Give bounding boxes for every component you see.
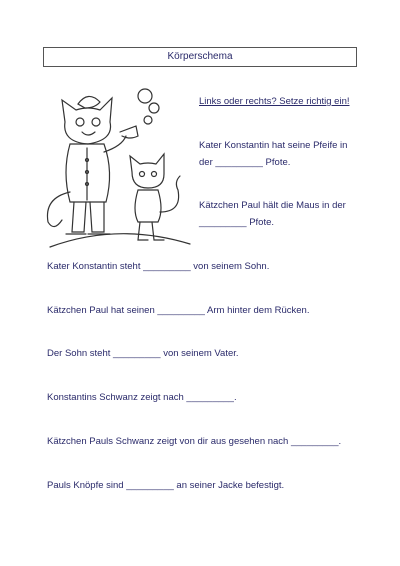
side-sentence-1: Kater Konstantin hat seine Pfeife in der _________ Pfote. [199,140,348,168]
sentence-1: Kater Konstantin steht _________ von seinem Sohn. [47,261,270,272]
sentence-2: Kätzchen Paul hat seinen _________ Arm hinter dem Rücken. [47,305,310,316]
sentence-3: Der Sohn steht _________ von seinem Vater. [47,348,239,359]
worksheet-title: Körperschema [43,47,357,67]
sentence-5: Kätzchen Pauls Schwanz zeigt von dir aus gesehen nach _________. [47,436,342,447]
instruction-heading: Links oder rechts? Setze richtig ein! [199,96,350,107]
sentence-6: Pauls Knöpfe sind _________ an seiner Jacke befestigt. [47,480,285,491]
cat-illustration [40,82,195,257]
sentence-4: Konstantins Schwanz zeigt nach _________. [47,392,237,403]
side-sentence-2: Kätzchen Paul hält die Maus in der _________ Pfote. [199,200,346,228]
